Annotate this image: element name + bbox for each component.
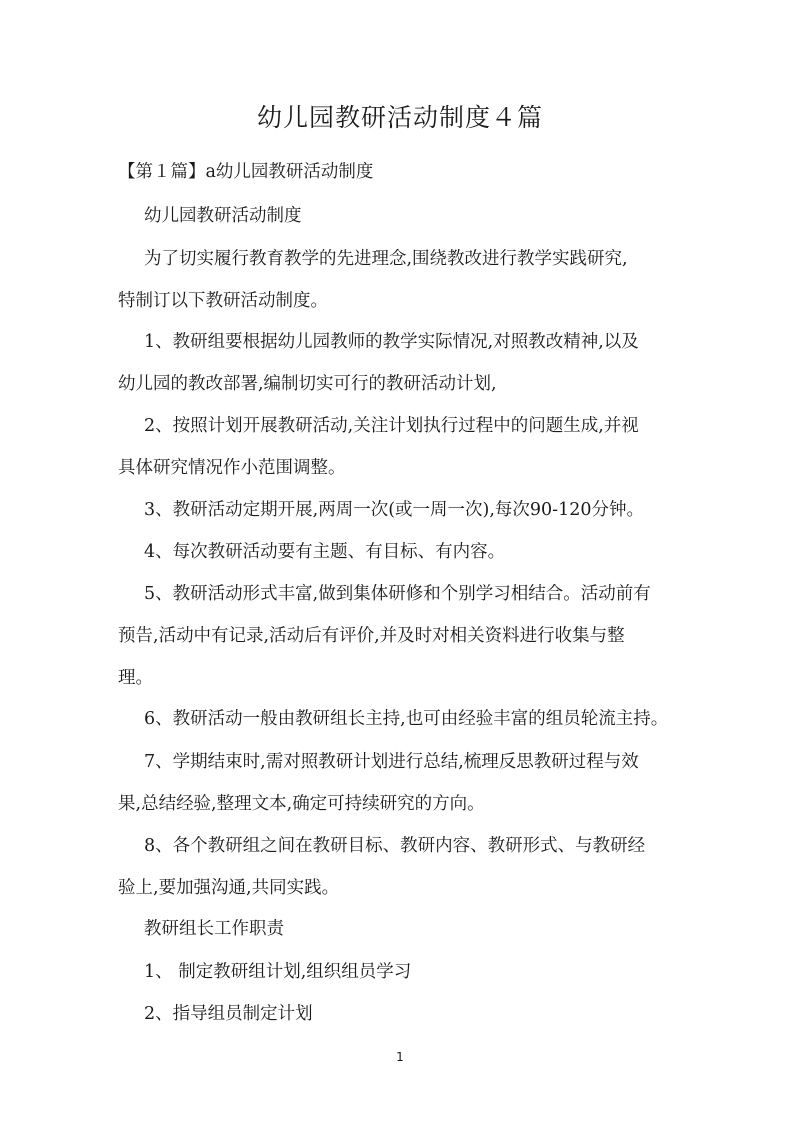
paragraph-line: 具体研究情况作小范围调整。	[118, 458, 346, 478]
paragraph-line: 5、教研活动形式丰富,做到集体研修和个别学习相结合。活动前有	[144, 584, 651, 604]
paragraph-line: 理。	[118, 668, 153, 688]
paragraph-line: 幼儿园的教改部署,编制切实可行的教研活动计划,	[118, 374, 497, 394]
paragraph-line: 为了切实履行教育教学的先进理念,围绕教改进行教学实践研究,	[144, 249, 628, 269]
paragraph-line: 2、按照计划开展教研活动,关注计划执行过程中的问题生成,并视	[144, 416, 639, 436]
paragraph-line: 果,总结经验,整理文本,确定可持续研究的方向。	[118, 794, 485, 814]
paragraph-line: 幼儿园教研活动制度	[144, 206, 302, 226]
paragraph-line: 7、学期结束时,需对照教研计划进行总结,梳理反思教研过程与效	[144, 752, 639, 772]
document-title: 幼儿园教研活动制度４篇	[256, 103, 543, 132]
paragraph-line: 6、教研活动一般由教研组长主持,也可由经验丰富的组员轮流主持。	[144, 709, 669, 729]
paragraph-line: 2、指导组员制定计划	[144, 1004, 313, 1024]
section-heading: 【第１篇】a幼儿园教研活动制度	[118, 162, 374, 182]
subsection-heading: 教研组长工作职责	[144, 919, 284, 939]
paragraph-line: 预告,活动中有记录,活动后有评价,并及时对相关资料进行收集与整	[118, 626, 625, 646]
page-number: 1	[396, 1050, 404, 1064]
paragraph-line: 特制订以下教研活动制度。	[118, 291, 328, 311]
paragraph-line: 1、 制定教研组计划,组织组员学习	[144, 962, 412, 982]
paragraph-line: 1、教研组要根据幼儿园教师的教学实际情况,对照教改精神,以及	[144, 332, 639, 352]
paragraph-line: 4、每次教研活动要有主题、有目标、有内容。	[144, 542, 506, 562]
paragraph-line: 3、教研活动定期开展,两周一次(或一周一次),每次90-120分钟。	[144, 500, 644, 520]
paragraph-line: 验上,要加强沟通,共同实践。	[118, 878, 340, 898]
paragraph-line: 8、各个教研组之间在教研目标、教研内容、教研形式、与教研经	[144, 836, 646, 856]
